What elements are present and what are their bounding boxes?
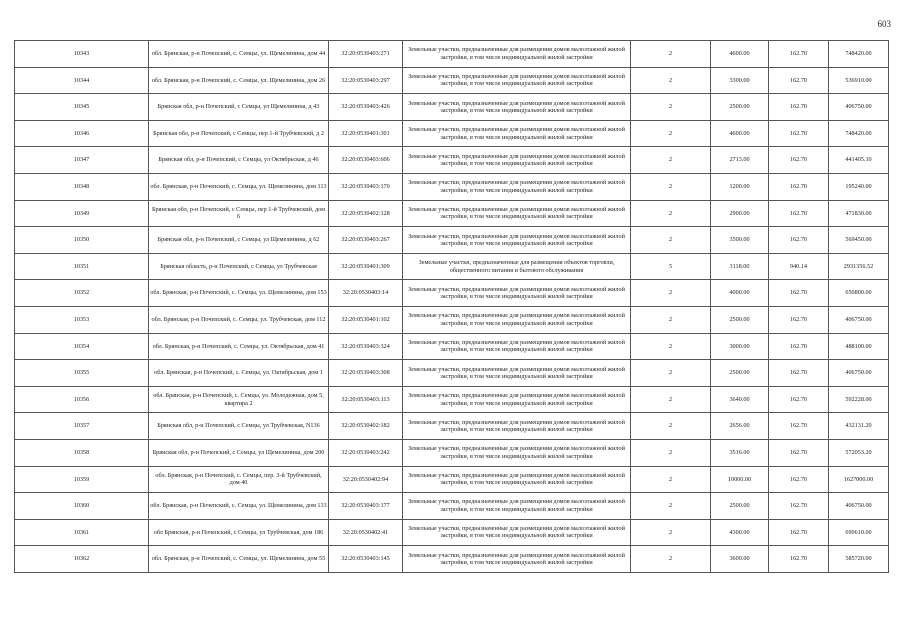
specific-value-cell: 162.70 xyxy=(769,67,829,94)
row-number: 10345 xyxy=(15,94,149,121)
row-number: 10361 xyxy=(15,519,149,546)
cadastral-number-cell: 32:20:0530403:606 xyxy=(329,147,403,174)
group-cell: 2 xyxy=(631,546,711,573)
row-number: 10355 xyxy=(15,360,149,387)
table-row xyxy=(15,360,889,387)
row-number: 10360 xyxy=(15,493,149,520)
area-cell: 3118.00 xyxy=(711,253,769,280)
specific-value-cell: 162.70 xyxy=(769,519,829,546)
address-cell: обл. Брянская, р-н Почепский, с. Семцы, ул. Щемелинина, дом 44 xyxy=(149,41,329,68)
row-number: 10352 xyxy=(15,280,149,307)
address-cell: обл. Брянская, р-н Почепский, с. Семцы, ул. Щемелинина, дом 153 xyxy=(149,280,329,307)
cadastral-number-cell: 32:20:0530403:297 xyxy=(329,67,403,94)
table-row xyxy=(15,546,889,573)
cadastral-cost-cell: 406750.00 xyxy=(829,94,889,121)
address-cell: обл. Брянская, р-н Почепский, с. Семцы, пер. 3-й Трубчевский, дом 40 xyxy=(149,466,329,493)
area-cell: 1200.00 xyxy=(711,173,769,200)
row-number: 10354 xyxy=(15,333,149,360)
address-cell: Брянская обл, р-н Почепский, с Семцы, ул Щемелинина, д 62 xyxy=(149,227,329,254)
table-row xyxy=(15,227,889,254)
address-cell: Брянская обл, р-н Почепский, с Семцы, ул Щемелинина, д 43 xyxy=(149,94,329,121)
land-use-cell: Земельные участки, предназначенные для размещения объектов торговли, общественного питания и бытового обслуживания xyxy=(403,253,631,280)
address-cell: Брянская обл, р-н Почепский, с Семцы, пер 1-й Трубчевский, дом 6 xyxy=(149,200,329,227)
address-cell: обл. Брянская, р-н Почепский, с. Семцы, ул. Щемелинина, дом 113 xyxy=(149,173,329,200)
cadastral-cost-cell: 585720.00 xyxy=(829,546,889,573)
group-cell: 2 xyxy=(631,120,711,147)
specific-value-cell: 162.70 xyxy=(769,120,829,147)
cadastral-cost-cell: 432131.20 xyxy=(829,413,889,440)
row-number: 10344 xyxy=(15,67,149,94)
address-cell: обл. Брянская, р-н Почепский, с. Семцы, ул. Щемелинина, дом 55 xyxy=(149,546,329,573)
area-cell: 4600.00 xyxy=(711,120,769,147)
address-cell: Брянская обл, р-н Почепский, с Семцы, ул Трубчевская, N136 xyxy=(149,413,329,440)
group-cell: 2 xyxy=(631,67,711,94)
cadastral-number-cell: 32:20:0530403:113 xyxy=(329,386,403,413)
table-row xyxy=(15,120,889,147)
table-row xyxy=(15,333,889,360)
area-cell: 3000.00 xyxy=(711,333,769,360)
area-cell: 2500.00 xyxy=(711,94,769,121)
row-number: 10349 xyxy=(15,200,149,227)
specific-value-cell: 162.70 xyxy=(769,386,829,413)
cadastral-cost-cell: 748420.00 xyxy=(829,120,889,147)
address-cell: обл Брянская, р-н Почепский, с Семцы, ул Трубчевская, дом 186 xyxy=(149,519,329,546)
address-cell: Брянская обл, р-н Почепский, с Семцы, ул Щемелинина, дом 200 xyxy=(149,439,329,466)
land-use-cell: Земельные участки, предназначенные для размещения домов малоэтажной жилой застройки, в том числе индивидуальной жилой застройки xyxy=(403,466,631,493)
table-row xyxy=(15,94,889,121)
land-use-cell: Земельные участки, предназначенные для размещения домов малоэтажной жилой застройки, в том числе индивидуальной жилой застройки xyxy=(403,200,631,227)
page-number: 603 xyxy=(877,19,891,29)
group-cell: 2 xyxy=(631,519,711,546)
group-cell: 2 xyxy=(631,280,711,307)
specific-value-cell: 162.70 xyxy=(769,413,829,440)
row-number: 10343 xyxy=(15,41,149,68)
group-cell: 2 xyxy=(631,439,711,466)
area-cell: 10000.00 xyxy=(711,466,769,493)
specific-value-cell: 162.70 xyxy=(769,200,829,227)
area-cell: 3600.00 xyxy=(711,546,769,573)
cadastral-number-cell: 32:20:0530403:177 xyxy=(329,493,403,520)
area-cell: 3640.00 xyxy=(711,386,769,413)
table-row xyxy=(15,493,889,520)
cadastral-cost-cell: 572053.20 xyxy=(829,439,889,466)
cadastral-cost-cell: 406750.00 xyxy=(829,360,889,387)
land-use-cell: Земельные участки, предназначенные для размещения домов малоэтажной жилой застройки, в том числе индивидуальной жилой застройки xyxy=(403,360,631,387)
address-cell: обл. Брянская, р-н Почепский, с. Семцы, ул. Молодежная, дом 5, квартира 2 xyxy=(149,386,329,413)
area-cell: 2500.00 xyxy=(711,493,769,520)
cadastral-cost-cell: 748420.00 xyxy=(829,41,889,68)
address-cell: обл. Брянская, р-н Почепский, с. Семцы, ул. Щемелинина, дом 133 xyxy=(149,493,329,520)
group-cell: 2 xyxy=(631,466,711,493)
area-cell: 3300.00 xyxy=(711,67,769,94)
cadastral-number-cell: 32:20:0530401:301 xyxy=(329,120,403,147)
row-number: 10356 xyxy=(15,386,149,413)
land-use-cell: Земельные участки, предназначенные для размещения домов малоэтажной жилой застройки, в том числе индивидуальной жилой застройки xyxy=(403,147,631,174)
cadastral-number-cell: 32:20:0530403:426 xyxy=(329,94,403,121)
specific-value-cell: 162.70 xyxy=(769,147,829,174)
address-cell: обл. Брянская, р-н Почепский, с. Семцы, ул. Трубчевская, дом 112 xyxy=(149,306,329,333)
land-use-cell: Земельные участки, предназначенные для размещения домов малоэтажной жилой застройки, в том числе индивидуальной жилой застройки xyxy=(403,173,631,200)
cadastral-number-cell: 32:20:0530403:145 xyxy=(329,546,403,573)
group-cell: 2 xyxy=(631,147,711,174)
group-cell: 2 xyxy=(631,306,711,333)
land-use-cell: Земельные участки, предназначенные для размещения домов малоэтажной жилой застройки, в том числе индивидуальной жилой застройки xyxy=(403,67,631,94)
row-number: 10348 xyxy=(15,173,149,200)
area-cell: 3516.00 xyxy=(711,439,769,466)
cadastral-number-cell: 32:20:0530403:271 xyxy=(329,41,403,68)
row-number: 10362 xyxy=(15,546,149,573)
address-cell: Брянская область, р-н Почепский, с Семцы, ул Трубчевская xyxy=(149,253,329,280)
cadastral-number-cell: 32:20:0530402:41 xyxy=(329,519,403,546)
land-use-cell: Земельные участки, предназначенные для размещения домов малоэтажной жилой застройки, в том числе индивидуальной жилой застройки xyxy=(403,333,631,360)
group-cell: 2 xyxy=(631,173,711,200)
row-number: 10359 xyxy=(15,466,149,493)
cadastral-cost-cell: 195240.00 xyxy=(829,173,889,200)
table-row xyxy=(15,200,889,227)
area-cell: 2500.00 xyxy=(711,306,769,333)
specific-value-cell: 162.70 xyxy=(769,306,829,333)
area-cell: 2500.00 xyxy=(711,360,769,387)
land-use-cell: Земельные участки, предназначенные для размещения домов малоэтажной жилой застройки, в том числе индивидуальной жилой застройки xyxy=(403,227,631,254)
area-cell: 4300.00 xyxy=(711,519,769,546)
group-cell: 2 xyxy=(631,227,711,254)
land-use-cell: Земельные участки, предназначенные для размещения домов малоэтажной жилой застройки, в том числе индивидуальной жилой застройки xyxy=(403,493,631,520)
row-number: 10346 xyxy=(15,120,149,147)
land-use-cell: Земельные участки, предназначенные для размещения домов малоэтажной жилой застройки, в том числе индивидуальной жилой застройки xyxy=(403,120,631,147)
land-use-cell: Земельные участки, предназначенные для размещения домов малоэтажной жилой застройки, в том числе индивидуальной жилой застройки xyxy=(403,519,631,546)
cadastral-number-cell: 32:20:0530403:170 xyxy=(329,173,403,200)
cadastral-cost-cell: 650800.00 xyxy=(829,280,889,307)
cadastral-number-cell: 32:20:0530403:242 xyxy=(329,439,403,466)
table-row xyxy=(15,41,889,68)
specific-value-cell: 162.70 xyxy=(769,466,829,493)
row-number: 10353 xyxy=(15,306,149,333)
table-row xyxy=(15,147,889,174)
address-cell: обл. Брянская, р-н Почепский, с. Семцы, ул. Октябрьская, дом 41 xyxy=(149,333,329,360)
area-cell: 2713.00 xyxy=(711,147,769,174)
land-use-cell: Земельные участки, предназначенные для размещения домов малоэтажной жилой застройки, в том числе индивидуальной жилой застройки xyxy=(403,306,631,333)
specific-value-cell: 162.70 xyxy=(769,280,829,307)
table-row xyxy=(15,280,889,307)
land-use-cell: Земельные участки, предназначенные для размещения домов малоэтажной жилой застройки, в том числе индивидуальной жилой застройки xyxy=(403,41,631,68)
cadastral-number-cell: 32:20:0530402:128 xyxy=(329,200,403,227)
specific-value-cell: 162.70 xyxy=(769,227,829,254)
cadastral-cost-cell: 406750.00 xyxy=(829,493,889,520)
table-row xyxy=(15,67,889,94)
row-number: 10350 xyxy=(15,227,149,254)
cadastral-cost-cell: 441405.10 xyxy=(829,147,889,174)
cadastral-cost-cell: 536910.00 xyxy=(829,67,889,94)
land-use-cell: Земельные участки, предназначенные для размещения домов малоэтажной жилой застройки, в том числе индивидуальной жилой застройки xyxy=(403,439,631,466)
group-cell: 2 xyxy=(631,41,711,68)
group-cell: 2 xyxy=(631,493,711,520)
specific-value-cell: 162.70 xyxy=(769,333,829,360)
land-use-cell: Земельные участки, предназначенные для размещения домов малоэтажной жилой застройки, в том числе индивидуальной жилой застройки xyxy=(403,280,631,307)
row-number: 10351 xyxy=(15,253,149,280)
specific-value-cell: 162.70 xyxy=(769,439,829,466)
specific-value-cell: 162.70 xyxy=(769,41,829,68)
specific-value-cell: 162.70 xyxy=(769,546,829,573)
table-row xyxy=(15,466,889,493)
table-body xyxy=(15,41,889,573)
cadastral-number-cell: 32:20:0530403:308 xyxy=(329,360,403,387)
land-registry-table xyxy=(14,40,889,573)
area-cell: 4000.00 xyxy=(711,280,769,307)
specific-value-cell: 162.70 xyxy=(769,493,829,520)
specific-value-cell: 162.70 xyxy=(769,173,829,200)
table-row xyxy=(15,439,889,466)
cadastral-number-cell: 32:20:0530403:324 xyxy=(329,333,403,360)
specific-value-cell: 162.70 xyxy=(769,94,829,121)
row-number: 10357 xyxy=(15,413,149,440)
cadastral-number-cell: 32:20:0530403:14 xyxy=(329,280,403,307)
cadastral-number-cell: 32:20:0530402:94 xyxy=(329,466,403,493)
table-row xyxy=(15,253,889,280)
table-row xyxy=(15,413,889,440)
row-number: 10347 xyxy=(15,147,149,174)
area-cell: 3500.00 xyxy=(711,227,769,254)
cadastral-cost-cell: 488100.00 xyxy=(829,333,889,360)
specific-value-cell: 162.70 xyxy=(769,360,829,387)
land-use-cell: Земельные участки, предназначенные для размещения домов малоэтажной жилой застройки, в том числе индивидуальной жилой застройки xyxy=(403,386,631,413)
cadastral-number-cell: 32:20:0530403:267 xyxy=(329,227,403,254)
group-cell: 5 xyxy=(631,253,711,280)
cadastral-cost-cell: 592228.00 xyxy=(829,386,889,413)
cadastral-cost-cell: 569450.00 xyxy=(829,227,889,254)
land-use-cell: Земельные участки, предназначенные для размещения домов малоэтажной жилой застройки, в том числе индивидуальной жилой застройки xyxy=(403,413,631,440)
area-cell: 2656.00 xyxy=(711,413,769,440)
address-cell: обл. Брянская, р-н Почепский, с. Семцы, ул. Октябрьская, дом 1 xyxy=(149,360,329,387)
area-cell: 4600.00 xyxy=(711,41,769,68)
cadastral-cost-cell: 1627000.00 xyxy=(829,466,889,493)
address-cell: Брянская обл, р-н Почепский, с Семцы, пер 1-й Трубчевский, д 2 xyxy=(149,120,329,147)
table-row xyxy=(15,173,889,200)
group-cell: 2 xyxy=(631,333,711,360)
cadastral-cost-cell: 471830.00 xyxy=(829,200,889,227)
address-cell: обл. Брянская, р-н Почепский, с. Семцы, ул. Щемелинина, дом 26 xyxy=(149,67,329,94)
land-use-cell: Земельные участки, предназначенные для размещения домов малоэтажной жилой застройки, в том числе индивидуальной жилой застройки xyxy=(403,94,631,121)
area-cell: 2900.00 xyxy=(711,200,769,227)
cadastral-number-cell: 32:20:0530401:309 xyxy=(329,253,403,280)
row-number: 10358 xyxy=(15,439,149,466)
cadastral-cost-cell: 406750.00 xyxy=(829,306,889,333)
group-cell: 2 xyxy=(631,200,711,227)
group-cell: 2 xyxy=(631,413,711,440)
table-row xyxy=(15,519,889,546)
land-use-cell: Земельные участки, предназначенные для размещения домов малоэтажной жилой застройки, в том числе индивидуальной жилой застройки xyxy=(403,546,631,573)
table-row xyxy=(15,386,889,413)
specific-value-cell: 940.14 xyxy=(769,253,829,280)
cadastral-number-cell: 32:20:0530402:182 xyxy=(329,413,403,440)
cadastral-cost-cell: 2931356.52 xyxy=(829,253,889,280)
cadastral-number-cell: 32:20:0530401:102 xyxy=(329,306,403,333)
table-row xyxy=(15,306,889,333)
group-cell: 2 xyxy=(631,94,711,121)
address-cell: Брянская обл, р-н Почепский, с Семцы, ул Октябрьская, д 46 xyxy=(149,147,329,174)
group-cell: 2 xyxy=(631,360,711,387)
cadastral-cost-cell: 699610.00 xyxy=(829,519,889,546)
group-cell: 2 xyxy=(631,386,711,413)
